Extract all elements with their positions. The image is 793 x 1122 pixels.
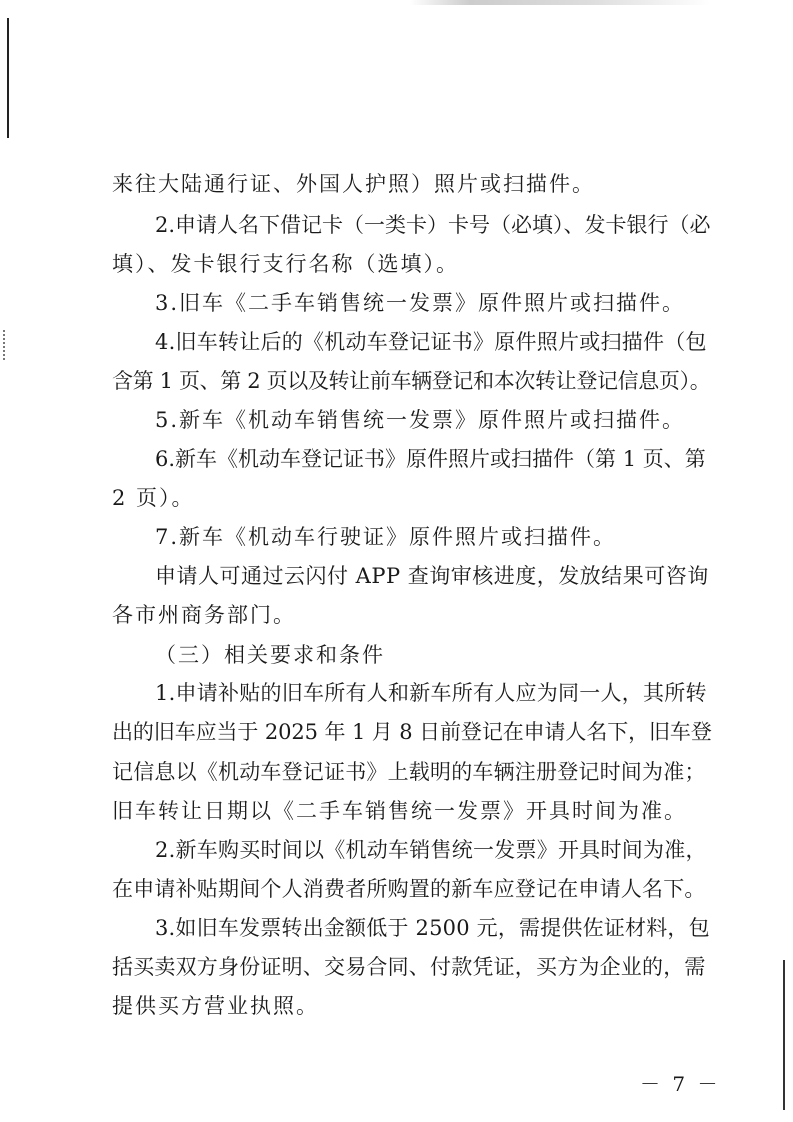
text-line: 2 页）。	[112, 486, 195, 510]
text-line: 出的旧车应当于 2025 年 1 月 8 日前登记在申请人名下，旧车登	[112, 720, 712, 744]
text-line: 旧车转让日期以《二手车销售统一发票》开具时间为准。	[112, 799, 687, 823]
scan-edge-line	[783, 960, 785, 1110]
text-line: 提供买方营业执照。	[112, 994, 319, 1018]
scan-smudge	[410, 0, 710, 5]
text-line: 申请人可通过云闪付 APP 查询审核进度，发放结果可咨询	[155, 564, 709, 588]
text-line: 含第 1 页、第 2 页以及转让前车辆登记和本次转让登记信息页）。	[112, 369, 711, 393]
text-line: 6.新车《机动车登记证书》原件照片或扫描件（第 1 页、第	[155, 447, 706, 471]
text-line: 在申请补贴期间个人消费者所购置的新车应登记在申请人名下。	[112, 877, 706, 901]
text-line: 1.申请补贴的旧车所有人和新车所有人应为同一人，其所转	[155, 681, 707, 705]
scan-binding-marks	[3, 330, 9, 360]
text-line: 括买卖双方身份证明、交易合同、付款凭证，买方为企业的，需	[112, 955, 706, 979]
text-line: 2.申请人名下借记卡（一类卡）卡号（必填）、发卡银行（必	[155, 213, 711, 237]
text-line: 3.如旧车发票转出金额低于 2500 元，需提供佐证材料，包	[155, 916, 710, 940]
text-line: 4.旧车转让后的《机动车登记证书》原件照片或扫描件（包	[155, 330, 707, 354]
text-line: 填）、发卡银行支行名称（选填）。	[112, 252, 459, 276]
scan-edge-line	[7, 18, 9, 138]
text-line: 来往大陆通行证、外国人护照）照片或扫描件。	[112, 172, 595, 196]
text-line: 3.旧车《二手车销售统一发票》原件照片或扫描件。	[155, 291, 686, 315]
text-line: 记信息以《机动车登记证书》上载明的车辆注册登记时间为准；	[112, 760, 706, 784]
page-number: － 7 －	[640, 1072, 721, 1096]
text-line: 7.新车《机动车行驶证》原件照片或扫描件。	[155, 525, 617, 549]
section-heading: （三）相关要求和条件	[155, 643, 385, 667]
text-line: 5.新车《机动车销售统一发票》原件照片或扫描件。	[155, 408, 686, 432]
text-line: 各市州商务部门。	[112, 603, 296, 627]
text-line: 2.新车购买时间以《机动车销售统一发票》开具时间为准，	[155, 838, 707, 862]
